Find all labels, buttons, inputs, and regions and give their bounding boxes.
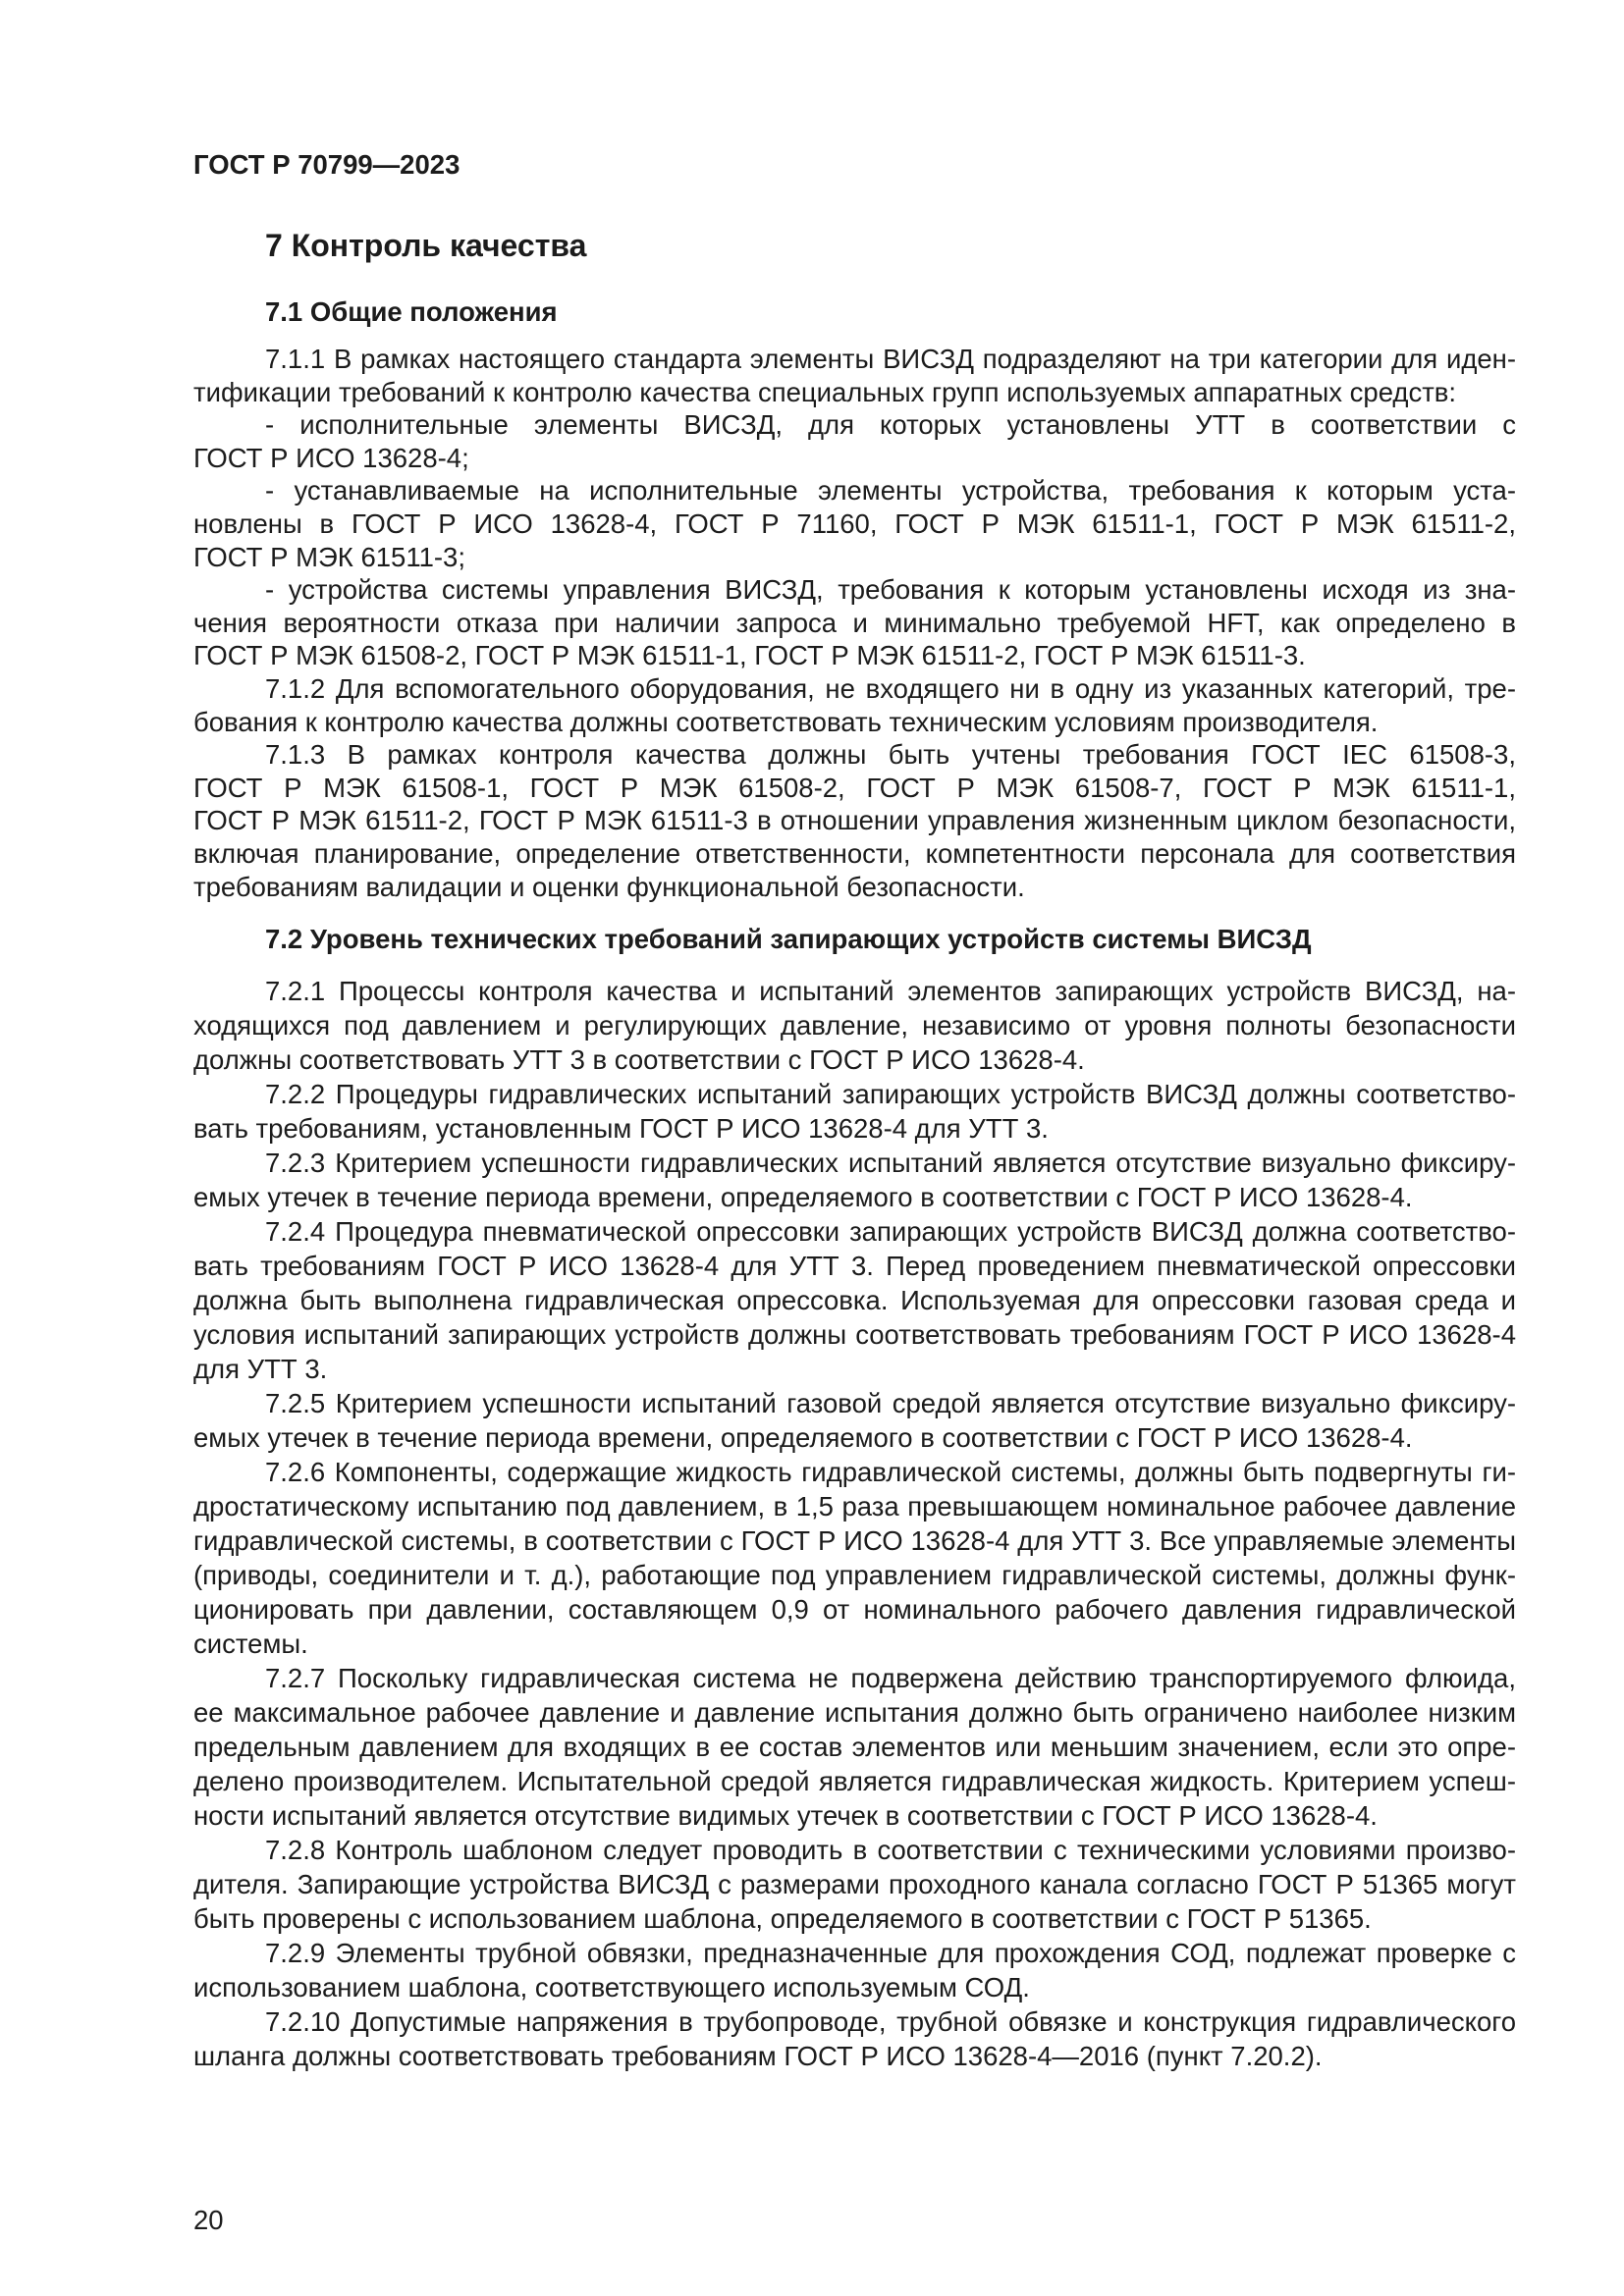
paragraph	[193, 408, 1517, 474]
paragraph-line	[193, 1867, 1517, 1901]
line-text: 7.2.2 Процедуры гидравлических испытаний запирающих устройств ВИСЗД должны соответство-	[265, 1079, 1516, 1109]
paragraph-line	[193, 507, 1517, 541]
paragraph-line	[193, 607, 1517, 640]
paragraph-line	[193, 1764, 1517, 1798]
section-heading: 7 Контроль качества	[265, 228, 587, 263]
line-text: ГОСТ Р МЭК 61508-2, ГОСТ Р МЭК 61511-1, ГОСТ Р МЭК 61511-2, ГОСТ Р МЭК 61511-3.	[193, 640, 1306, 671]
line-text: емых утечек в течение периода времени, определяемого в соответствии с ГОСТ Р ИСО 13628-4.	[193, 1422, 1413, 1453]
paragraph-line	[193, 343, 1517, 376]
line-text: тификации требований к контролю качества специальных групп используемых аппаратных средств:	[193, 376, 1457, 407]
paragraph	[193, 1661, 1517, 1833]
line-text: должна быть выполнена гидравлическая опрессовка. Используемая для опрессовки газовая среда и	[193, 1285, 1516, 1315]
paragraph-line	[193, 1386, 1517, 1420]
paragraph-line	[193, 1936, 1517, 1970]
line-text: 7.2.7 Поскольку гидравлическая система не подвержена действию транспортируемого флюида,	[265, 1663, 1516, 1693]
paragraph-line	[193, 639, 1517, 672]
line-text: ходящихся под давлением и регулирующих давление, независимо от уровня полноты безопасности	[193, 1010, 1516, 1041]
paragraph	[193, 2004, 1517, 2073]
paragraph-line	[193, 1042, 1517, 1077]
line-text: новлены в ГОСТ Р ИСО 13628-4, ГОСТ Р 71160, ГОСТ Р МЭК 61511-1, ГОСТ Р МЭК 61511-2,	[193, 507, 1516, 539]
line-text: 7.1.3 В рамках контроля качества должны быть учтены требования ГОСТ IEC 61508-3,	[265, 739, 1516, 771]
paragraph	[193, 1146, 1517, 1214]
line-text: должны соответствовать УТТ 3 в соответствии с ГОСТ Р ИСО 13628-4.	[193, 1044, 1085, 1075]
paragraph-line	[193, 1111, 1517, 1146]
paragraph-line	[193, 1420, 1517, 1455]
paragraph-line	[193, 2039, 1517, 2073]
paragraph-line	[193, 1008, 1517, 1042]
paragraph	[193, 1077, 1517, 1146]
line-text: 7.2.5 Критерием успешности испытаний газовой средой является отсутствие визуально фиксиру-	[265, 1388, 1516, 1418]
line-text: ГОСТ Р ИСО 13628-4;	[193, 442, 469, 473]
line-text: ее максимальное рабочее давление и давление испытания должно быть ограничено наиболее низким	[193, 1697, 1516, 1728]
paragraph-line	[193, 1352, 1517, 1386]
subsection-heading-7-1: 7.1 Общие положения	[265, 296, 558, 327]
paragraph-line	[193, 1833, 1517, 1867]
paragraph-line	[193, 974, 1517, 1008]
line-text: 7.2.1 Процессы контроля качества и испытаний элементов запирающих устройств ВИСЗД, на-	[265, 976, 1516, 1006]
line-text: 7.2.9 Элементы трубной обвязки, предназначенные для прохождения СОД, подлежат проверке с	[265, 1938, 1516, 1968]
paragraph-line	[193, 573, 1517, 607]
paragraph-line	[193, 1627, 1517, 1661]
subsection-body-7-2	[193, 974, 1517, 2073]
paragraph-line	[193, 1455, 1517, 1489]
subsection-heading-7-2: 7.2 Уровень технических требований запирающих устройств системы ВИСЗД	[265, 924, 1312, 954]
document-code: ГОСТ Р 70799—2023	[193, 149, 460, 180]
paragraph-line	[193, 1180, 1517, 1214]
line-text: 7.2.3 Критерием успешности гидравлических испытаний является отсутствие визуально фиксиру-	[265, 1148, 1516, 1178]
paragraph-line	[193, 672, 1517, 706]
line-text: 7.2.4 Процедура пневматической опрессовки запирающих устройств ВИСЗД должна соответство-	[265, 1216, 1516, 1247]
line-text: дростатическому испытанию под давлением, в 1,5 раза превышающем номинальное рабочее давление	[193, 1491, 1516, 1522]
paragraph-line	[193, 1249, 1517, 1283]
line-text: 7.2.6 Компоненты, содержащие жидкость гидравлической системы, должны быть подвергнуты ги-	[265, 1457, 1516, 1487]
paragraph-line	[193, 1901, 1517, 1936]
line-text: емых утечек в течение периода времени, определяемого в соответствии с ГОСТ Р ИСО 13628-4.	[193, 1182, 1413, 1212]
line-text: бования к контролю качества должны соответствовать техническим условиям производителя.	[193, 706, 1379, 737]
paragraph-line	[193, 1146, 1517, 1180]
line-text: 7.1.2 Для вспомогательного оборудования, не входящего ни в одну из указанных категорий, тре-	[265, 672, 1516, 704]
line-text: гидравлической системы, в соответствии с ГОСТ Р ИСО 13628-4 для УТТ 3. Все управляемые элементы	[193, 1525, 1516, 1556]
paragraph	[193, 1833, 1517, 1936]
paragraph-line	[193, 1283, 1517, 1317]
paragraph-line	[193, 837, 1517, 871]
paragraph-line	[193, 541, 1517, 574]
line-text: условия испытаний запирающих устройств должны соответствовать требованиям ГОСТ Р ИСО 13628-4	[193, 1319, 1516, 1350]
line-text: ГОСТ Р МЭК 61511-2, ГОСТ Р МЭК 61511-3 в отношении управления жизненным циклом безопасности,	[193, 805, 1516, 836]
paragraph-line	[193, 1214, 1517, 1249]
line-text: быть проверены с использованием шаблона, определяемого в соответствии с ГОСТ Р 51365.	[193, 1903, 1372, 1934]
line-text: вать требованиям ГОСТ Р ИСО 13628-4 для УТТ 3. Перед проведением пневматической опрессовки	[193, 1251, 1516, 1281]
subsection-body-7-1	[193, 343, 1517, 903]
line-text: (приводы, соединители и т. д.), работающие под управлением гидравлической системы, должны функ-	[193, 1560, 1516, 1590]
paragraph-line	[193, 474, 1517, 507]
line-text: включая планирование, определение ответственности, компетентности персонала для соответствия	[193, 837, 1516, 869]
line-text: использованием шаблона, соответствующего используемым СОД.	[193, 1972, 1030, 2002]
line-text: ности испытаний является отсутствие видимых утечек в соответствии с ГОСТ Р ИСО 13628-4.	[193, 1800, 1378, 1831]
paragraph	[193, 1386, 1517, 1455]
line-text: системы.	[193, 1629, 308, 1659]
line-text: требованиям валидации и оценки функциональной безопасности.	[193, 871, 1025, 902]
line-text: ционировать при давлении, составляющем 0,9 от номинального рабочего давления гидравлической	[193, 1594, 1516, 1625]
paragraph	[193, 974, 1517, 1077]
paragraph-line	[193, 804, 1517, 837]
paragraph	[193, 672, 1517, 738]
paragraph-line	[193, 1798, 1517, 1833]
paragraph-line	[193, 738, 1517, 772]
paragraph-line	[193, 376, 1517, 409]
paragraph-line	[193, 1695, 1517, 1730]
paragraph-line	[193, 2004, 1517, 2039]
line-text: - исполнительные элементы ВИСЗД, для которых установлены УТТ в соответствии с	[265, 409, 1516, 441]
page-number: 20	[193, 2205, 224, 2235]
line-text: 7.2.10 Допустимые напряжения в трубопроводе, трубной обвязке и конструкция гидравлического	[265, 2006, 1516, 2037]
paragraph-line	[193, 1317, 1517, 1352]
line-text: ГОСТ Р МЭК 61508-1, ГОСТ Р МЭК 61508-2, ГОСТ Р МЭК 61508-7, ГОСТ Р МЭК 61511-1,	[193, 772, 1516, 803]
paragraph	[193, 738, 1517, 903]
paragraph-line	[193, 871, 1517, 904]
paragraph-line	[193, 1489, 1517, 1523]
paragraph-line	[193, 1970, 1517, 2004]
line-text: ГОСТ Р МЭК 61511-3;	[193, 541, 465, 572]
paragraph-line	[193, 1077, 1517, 1111]
line-text: шланга должны соответствовать требованиям ГОСТ Р ИСО 13628-4—2016 (пункт 7.20.2).	[193, 2041, 1323, 2071]
paragraph	[193, 1455, 1517, 1661]
paragraph-line	[193, 772, 1517, 805]
line-text: - устройства системы управления ВИСЗД, требования к которым установлены исходя из зна-	[265, 574, 1516, 606]
paragraph-line	[193, 408, 1517, 442]
paragraph-line	[193, 1523, 1517, 1558]
line-text: для УТТ 3.	[193, 1354, 328, 1384]
line-text: - устанавливаемые на исполнительные элементы устройства, требования к которым уста-	[265, 475, 1516, 507]
paragraph-line	[193, 1592, 1517, 1627]
line-text: 7.2.8 Контроль шаблоном следует проводить в соответствии с техническими условиями произво-	[265, 1835, 1516, 1865]
paragraph-line	[193, 706, 1517, 739]
paragraph	[193, 474, 1517, 573]
line-text: чения вероятности отказа при наличии запроса и минимально требуемой HFT, как определено в	[193, 607, 1516, 638]
paragraph	[193, 573, 1517, 672]
paragraph	[193, 1936, 1517, 2004]
paragraph	[193, 343, 1517, 408]
paragraph-line	[193, 1661, 1517, 1695]
paragraph-line	[193, 442, 1517, 475]
line-text: дителя. Запирающие устройства ВИСЗД с размерами проходного канала согласно ГОСТ Р 51365 могут	[193, 1869, 1516, 1899]
line-text: делено производителем. Испытательной средой является гидравлическая жидкость. Критерием успеш-	[193, 1766, 1516, 1796]
line-text: вать требованиям, установленным ГОСТ Р ИСО 13628-4 для УТТ 3.	[193, 1113, 1049, 1144]
paragraph-line	[193, 1558, 1517, 1592]
paragraph	[193, 1214, 1517, 1386]
line-text: 7.1.1 В рамках настоящего стандарта элементы ВИСЗД подразделяют на три категории для иден-	[265, 344, 1516, 374]
line-text: предельным давлением для входящих в ее состав элементов или меньшим значением, если это опре-	[193, 1732, 1516, 1762]
paragraph-line	[193, 1730, 1517, 1764]
